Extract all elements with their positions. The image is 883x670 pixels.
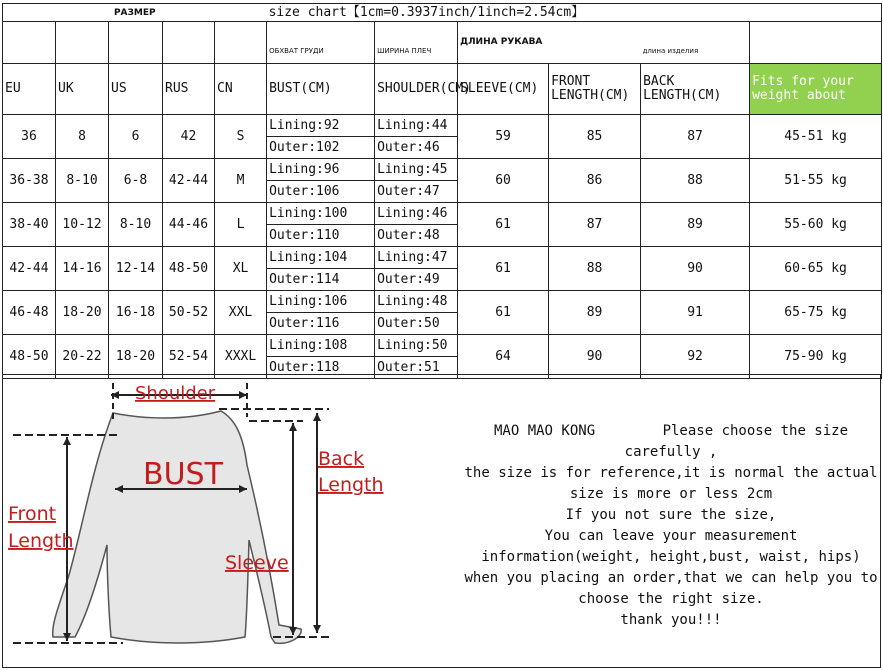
cell-front-length: 85 <box>549 115 641 159</box>
cell-sleeve: 60 <box>458 159 549 203</box>
size-row <box>3 335 882 357</box>
cell-shoulder-lining: Lining:48 <box>375 291 458 313</box>
razmer-label: РАЗМЕР <box>3 4 267 22</box>
note-line: Please choose the size carefully , <box>624 423 849 460</box>
cell-rus: 42-44 <box>163 159 215 203</box>
bust-label: BUST <box>143 457 223 492</box>
sleeve-label: Sleeve <box>225 552 289 574</box>
cell-uk: 10-12 <box>56 203 109 247</box>
size-row <box>3 203 882 225</box>
cell-sleeve: 61 <box>458 247 549 291</box>
note-line: thank you!!! <box>620 612 722 628</box>
cell-back-length: 87 <box>641 115 750 159</box>
cell-weight: 65-75 kg <box>750 291 882 335</box>
cell-back-length: 89 <box>641 203 750 247</box>
cell-shoulder-outer: Outer:48 <box>375 225 458 247</box>
cell-eu: 36 <box>3 115 56 159</box>
back-length-label-2: Length <box>318 474 384 496</box>
size-row <box>3 115 882 137</box>
cell-rus: 48-50 <box>163 247 215 291</box>
measure-guide-panel <box>2 374 881 668</box>
col-weight-fit: Fits for your weight about <box>750 64 882 115</box>
size-table <box>2 3 882 379</box>
col-back-length: BACK LENGTH(CM) <box>641 64 750 115</box>
cell-bust-lining: Lining:108 <box>267 335 375 357</box>
cell-weight: 51-55 kg <box>750 159 882 203</box>
col-rus: RUS <box>163 64 215 115</box>
cell-bust-outer: Outer:106 <box>267 181 375 203</box>
cell-shoulder-lining: Lining:45 <box>375 159 458 181</box>
cell-shoulder-outer: Outer:46 <box>375 137 458 159</box>
shoulder-label: Shoulder <box>135 383 216 404</box>
size-row <box>3 291 882 313</box>
cell-front-length: 86 <box>549 159 641 203</box>
note-line: when you placing an order,that we can help you to choose the right size. <box>464 570 878 607</box>
cell-bust-lining: Lining:92 <box>267 115 375 137</box>
col-uk: UK <box>56 64 109 115</box>
cell-weight: 75-90 kg <box>750 335 882 379</box>
cell-cn: M <box>215 159 267 203</box>
cell-bust-outer: Outer:114 <box>267 269 375 291</box>
cell-bust-lining: Lining:104 <box>267 247 375 269</box>
note-line: the size is for reference,it is normal the actual size is more or less 2cm <box>464 465 878 502</box>
cell-rus: 50-52 <box>163 291 215 335</box>
cell-back-length: 91 <box>641 291 750 335</box>
note-first-line <box>461 421 881 463</box>
size-advice-note <box>461 421 881 631</box>
ru-length-label: длина изделия <box>641 22 750 64</box>
cell-sleeve: 61 <box>458 291 549 335</box>
cell-rus: 42 <box>163 115 215 159</box>
cell-eu: 48-50 <box>3 335 56 379</box>
cell-front-length: 87 <box>549 203 641 247</box>
cell-us: 12-14 <box>109 247 163 291</box>
back-length-label-1: Back <box>318 448 365 470</box>
cell-cn: XL <box>215 247 267 291</box>
cell-sleeve: 64 <box>458 335 549 379</box>
cell-shoulder-lining: Lining:50 <box>375 335 458 357</box>
column-header-row <box>3 64 882 115</box>
cell-uk: 8 <box>56 115 109 159</box>
cell-bust-outer: Outer:110 <box>267 225 375 247</box>
cell-uk: 20-22 <box>56 335 109 379</box>
note-line: If you not sure the size, <box>565 507 777 523</box>
cell-shoulder-lining: Lining:46 <box>375 203 458 225</box>
cell-sleeve: 61 <box>458 203 549 247</box>
cell-sleeve: 59 <box>458 115 549 159</box>
cell-bust-lining: Lining:96 <box>267 159 375 181</box>
cell-us: 6-8 <box>109 159 163 203</box>
title-row <box>3 4 882 22</box>
cell-cn: L <box>215 203 267 247</box>
cell-shoulder-outer: Outer:49 <box>375 269 458 291</box>
cell-us: 16-18 <box>109 291 163 335</box>
cell-rus: 52-54 <box>163 335 215 379</box>
cell-front-length: 90 <box>549 335 641 379</box>
cell-eu: 46-48 <box>3 291 56 335</box>
note-line: You can leave your measurement information(weight, height,bust, waist, hips) <box>481 528 861 565</box>
col-cn: CN <box>215 64 267 115</box>
cell-us: 6 <box>109 115 163 159</box>
cell-shoulder-lining: Lining:47 <box>375 247 458 269</box>
cell-cn: XXL <box>215 291 267 335</box>
front-length-label-2: Length <box>8 530 74 552</box>
cell-bust-outer: Outer:102 <box>267 137 375 159</box>
size-rows <box>3 115 882 379</box>
cell-bust-outer: Outer:116 <box>267 313 375 335</box>
cell-front-length: 89 <box>549 291 641 335</box>
cell-shoulder-outer: Outer:51 <box>375 357 458 379</box>
cell-weight: 45-51 kg <box>750 115 882 159</box>
brand-name: MAO MAO KONG <box>493 423 596 439</box>
shirt-outline <box>53 411 302 643</box>
cell-shoulder-lining: Lining:44 <box>375 115 458 137</box>
cell-front-length: 88 <box>549 247 641 291</box>
garment-diagram <box>3 375 463 667</box>
col-us: US <box>109 64 163 115</box>
front-length-label-1: Front <box>8 503 57 525</box>
cell-shoulder-outer: Outer:47 <box>375 181 458 203</box>
cell-eu: 42-44 <box>3 247 56 291</box>
ru-bust-label: ОБХВАТ ГРУДИ <box>267 22 375 64</box>
size-row <box>3 247 882 269</box>
cell-rus: 44-46 <box>163 203 215 247</box>
col-shoulder: SHOULDER(CM) <box>375 64 458 115</box>
cell-us: 18-20 <box>109 335 163 379</box>
russian-header-row <box>3 22 882 64</box>
col-sleeve: SLEEVE(CM) <box>458 64 549 115</box>
cell-uk: 18-20 <box>56 291 109 335</box>
cell-bust-lining: Lining:100 <box>267 203 375 225</box>
col-bust: BUST(CM) <box>267 64 375 115</box>
cell-us: 8-10 <box>109 203 163 247</box>
cell-cn: S <box>215 115 267 159</box>
ru-shoulder-label: ШИРИНА ПЛЕЧ <box>375 22 458 64</box>
col-front-length: FRONT LENGTH(CM) <box>549 64 641 115</box>
cell-weight: 55-60 kg <box>750 203 882 247</box>
cell-uk: 8-10 <box>56 159 109 203</box>
chart-title: size chart【1cm=0.3937inch/1inch=2.54cm】 <box>267 4 882 22</box>
cell-back-length: 88 <box>641 159 750 203</box>
cell-back-length: 92 <box>641 335 750 379</box>
cell-back-length: 90 <box>641 247 750 291</box>
cell-cn: XXXL <box>215 335 267 379</box>
cell-bust-outer: Outer:118 <box>267 357 375 379</box>
cell-weight: 60-65 kg <box>750 247 882 291</box>
col-eu: EU <box>3 64 56 115</box>
cell-uk: 14-16 <box>56 247 109 291</box>
cell-bust-lining: Lining:106 <box>267 291 375 313</box>
cell-eu: 36-38 <box>3 159 56 203</box>
ru-sleeve-label: ДЛИНА РУКАВА <box>458 22 641 64</box>
size-row <box>3 159 882 181</box>
cell-shoulder-outer: Outer:50 <box>375 313 458 335</box>
cell-eu: 38-40 <box>3 203 56 247</box>
